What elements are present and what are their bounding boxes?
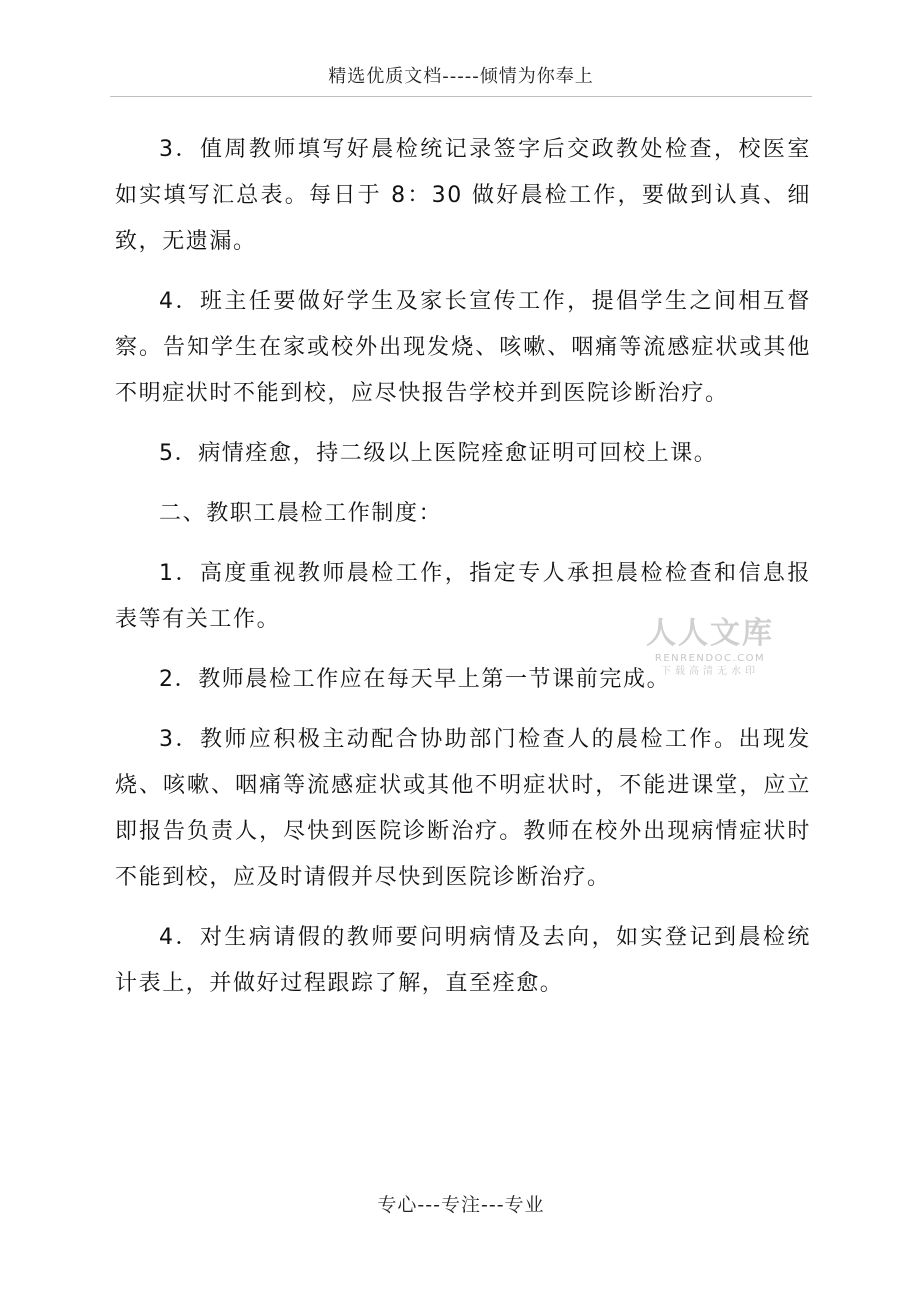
- watermark-logo: [640, 616, 780, 686]
- watermark-title: 人人文库: [646, 616, 774, 651]
- header-divider: [110, 96, 812, 97]
- document-body: [115, 127, 811, 1007]
- paragraph-staff-item-4: 4．对生病请假的教师要问明病情及去向，如实登记到晨检统计表上，并做好过程跟踪了解，直至痊愈。: [115, 925, 811, 996]
- watermark-domain: RENRENDOC.COM: [654, 653, 766, 664]
- paragraph-staff-item-2: 2．教师晨检工作应在每天早上第一节课前完成。: [159, 667, 671, 692]
- paragraph-staff-item-3: 3．教师应积极主动配合协助部门检查人的晨检工作。出现发烧、咳嗽、咽痛等流感症状或其他不明症状时，不能进课堂，应立即报告负责人，尽快到医院诊断治疗。教师在校外出现病情症状时不能到校，应及时请假并尽快到医院诊断治疗。: [115, 727, 811, 890]
- paragraph-item-4-class-teacher: 4．班主任要做好学生及家长宣传工作，提倡学生之间相互督察。告知学生在家或校外出现发烧、咳嗽、咽痛等流感症状或其他不明症状时不能到校，应尽快报告学校并到医院诊断治疗。: [115, 289, 811, 406]
- page-header: 精选优质文档-----倾情为你奉上: [328, 66, 594, 87]
- paragraph-staff-item-1: 1．高度重视教师晨检工作，指定专人承担晨检检查和信息报表等有关工作。: [115, 561, 811, 632]
- paragraph-item-5-recovery: 5．病情痊愈，持二级以上医院痊愈证明可回校上课。: [159, 441, 718, 466]
- watermark-slogan: 下载高清无水印: [661, 666, 759, 677]
- page-footer: 专心---专注---专业: [377, 1194, 545, 1216]
- paragraph-item-3-duty-teacher: 3．值周教师填写好晨检统记录签字后交政教处检查，校医室如实填写汇总表。每日于 8：30 做好晨检工作，要做到认真、细致，无遗漏。: [115, 137, 811, 254]
- section-heading-staff-check: 二、教职工晨检工作制度：: [159, 501, 443, 526]
